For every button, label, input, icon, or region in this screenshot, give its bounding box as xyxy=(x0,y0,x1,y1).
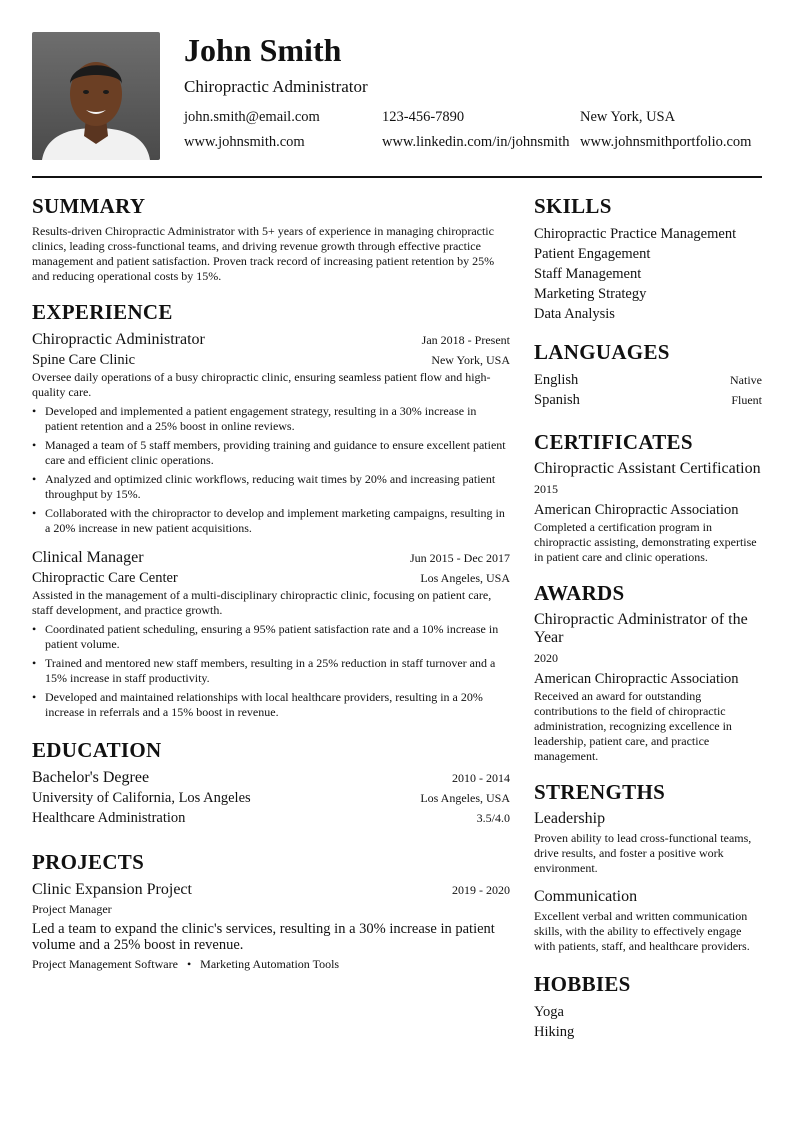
project-role: Project Manager xyxy=(32,902,112,916)
job-title: Clinical Manager xyxy=(32,549,144,566)
list-item: • Coordinated patient scheduling, ensuring a 95% patient satisfaction rate and a 10% increase in patient volume. xyxy=(32,622,510,652)
awards-section xyxy=(534,579,762,764)
skill-item: Data Analysis xyxy=(534,306,615,322)
contact-website[interactable]: www.johnsmith.com xyxy=(184,134,305,150)
gpa: 3.5/4.0 xyxy=(476,811,510,825)
section-heading: HOBBIES xyxy=(534,972,631,996)
field-of-study: Healthcare Administration xyxy=(32,810,186,826)
language-item xyxy=(534,370,762,390)
certificate-description: Completed a certification program in chiropractic assisting, demonstrating expertise in patient care and clinic operations. xyxy=(534,520,757,564)
section-heading: CERTIFICATES xyxy=(534,430,693,454)
skills-section xyxy=(534,192,762,324)
school: University of California, Los Angeles xyxy=(32,790,251,806)
hobby-item: Hiking xyxy=(534,1024,575,1040)
job-dates: Jun 2015 - Dec 2017 xyxy=(410,551,510,565)
contact-email[interactable]: john.smith@email.com xyxy=(184,109,320,125)
certificate-issuer: American Chiropractic Association xyxy=(534,502,739,518)
language-name: English xyxy=(534,372,579,388)
language-name: Spanish xyxy=(534,392,580,408)
tool-tag: Marketing Automation Tools xyxy=(200,957,340,971)
job-company: Chiropractic Care Center xyxy=(32,570,178,586)
candidate-title: Chiropractic Administrator xyxy=(184,77,368,96)
summary-section xyxy=(32,192,510,284)
contact-phone[interactable]: 123-456-7890 xyxy=(382,109,465,125)
certificate-name: Chiropractic Assistant Certification xyxy=(534,460,761,477)
summary-text: Results-driven Chiropractic Administrator with 5+ years of experience in managing chiropractic clinics, leading cross-functional teams, and driving revenue growth through effective practice management and patient satisfaction. Proven track record of increasing patient retention by 25% and reducing operational costs by 15%. xyxy=(32,224,495,283)
section-heading: SKILLS xyxy=(534,194,612,218)
section-heading: EDUCATION xyxy=(32,738,162,762)
skill-item: Patient Engagement xyxy=(534,246,651,262)
strength-name: Leadership xyxy=(534,810,606,827)
list-item: • Developed and maintained relationships with local healthcare providers, resulting in a 20% increase in referrals and a 15% boost in revenue. xyxy=(32,690,510,720)
language-level: Native xyxy=(730,373,762,387)
job-bullets xyxy=(32,404,510,536)
award-name: Chiropractic Administrator of the Year xyxy=(534,611,748,646)
list-item: • Managed a team of 5 staff members, providing training and guidance to ensure excellent patient care and efficient clinic operations. xyxy=(32,438,510,468)
job-entry xyxy=(32,548,510,720)
award-year: 2020 xyxy=(534,651,558,665)
school-location: Los Angeles, USA xyxy=(420,791,510,805)
section-heading: LANGUAGES xyxy=(534,340,670,364)
skill-item: Staff Management xyxy=(534,266,642,282)
job-bullets xyxy=(32,622,510,720)
contact-location: New York, USA xyxy=(580,109,676,125)
education-section xyxy=(32,736,510,828)
degree: Bachelor's Degree xyxy=(32,769,150,786)
contact-linkedin[interactable]: www.linkedin.com/in/johnsmith xyxy=(382,134,570,150)
languages-section xyxy=(534,338,762,410)
list-item: • Trained and mentored new staff members, resulting in a 25% reduction in staff turnover and a 15% increase in staff productivity. xyxy=(32,656,510,686)
strength-description: Proven ability to lead cross-functional teams, drive results, and foster a positive work environment. xyxy=(534,831,752,875)
right-column xyxy=(534,192,762,1042)
person-portrait-icon xyxy=(32,32,160,160)
hobbies-section xyxy=(534,970,762,1042)
candidate-name: John Smith xyxy=(184,32,342,68)
resume-header xyxy=(32,32,762,160)
strength-description: Excellent verbal and written communication skills, with the ability to effectively engage with patients, staff, and healthcare providers. xyxy=(534,909,750,953)
project-name: Clinic Expansion Project xyxy=(32,881,192,898)
section-heading: EXPERIENCE xyxy=(32,300,173,324)
list-item: • Collaborated with the chiropractor to develop and implement marketing campaigns, resulting in a 20% increase in new patient acquisitions. xyxy=(32,506,510,536)
section-heading: PROJECTS xyxy=(32,850,145,874)
project-dates: 2019 - 2020 xyxy=(452,883,510,897)
job-location: New York, USA xyxy=(431,353,510,367)
projects-section xyxy=(32,848,510,972)
section-heading: SUMMARY xyxy=(32,194,146,218)
job-title: Chiropractic Administrator xyxy=(32,331,205,348)
job-entry xyxy=(32,330,510,536)
language-level: Fluent xyxy=(731,393,762,407)
experience-section xyxy=(32,298,510,720)
left-column xyxy=(32,192,510,972)
contact-info xyxy=(184,107,774,152)
skill-item: Marketing Strategy xyxy=(534,286,647,302)
list-item: • Analyzed and optimized clinic workflows, reducing wait times by 20% and increasing patient throughput by 15%. xyxy=(32,472,510,502)
strength-name: Communication xyxy=(534,888,638,905)
skill-item: Chiropractic Practice Management xyxy=(534,226,737,242)
language-item xyxy=(534,390,762,410)
job-company: Spine Care Clinic xyxy=(32,352,136,368)
section-heading: STRENGTHS xyxy=(534,780,666,804)
certificate-year: 2015 xyxy=(534,482,558,496)
list-item: • Developed and implemented a patient engagement strategy, resulting in a 30% increase in patient retention and a 25% boost in online reviews. xyxy=(32,404,510,434)
hobby-item: Yoga xyxy=(534,1004,564,1020)
project-tools xyxy=(32,957,510,972)
tool-separator: • xyxy=(186,957,192,971)
job-dates: Jan 2018 - Present xyxy=(421,333,510,347)
header-divider xyxy=(32,176,762,178)
profile-photo xyxy=(32,32,160,160)
job-description: Assisted in the management of a multi-disciplinary chiropractic clinic, focusing on patient care, staff development, and practice growth. xyxy=(32,588,492,617)
certificates-section xyxy=(534,428,762,565)
tool-tag: Project Management Software xyxy=(32,957,178,971)
section-heading: AWARDS xyxy=(534,581,625,605)
job-description: Oversee daily operations of a busy chiropractic clinic, ensuring seamless patient flow and high-quality care. xyxy=(32,370,491,399)
contact-portfolio[interactable]: www.johnsmithportfolio.com xyxy=(580,134,752,150)
project-description: Led a team to expand the clinic's services, resulting in a 30% increase in patient volume and a 25% boost in revenue. xyxy=(32,921,495,953)
strengths-section xyxy=(534,778,762,954)
job-location: Los Angeles, USA xyxy=(420,571,510,585)
education-dates: 2010 - 2014 xyxy=(452,771,510,785)
award-description: Received an award for outstanding contributions to the field of chiropractic administration, recognizing excellence in leadership, patient care, and practice management. xyxy=(534,689,732,763)
award-issuer: American Chiropractic Association xyxy=(534,671,739,687)
